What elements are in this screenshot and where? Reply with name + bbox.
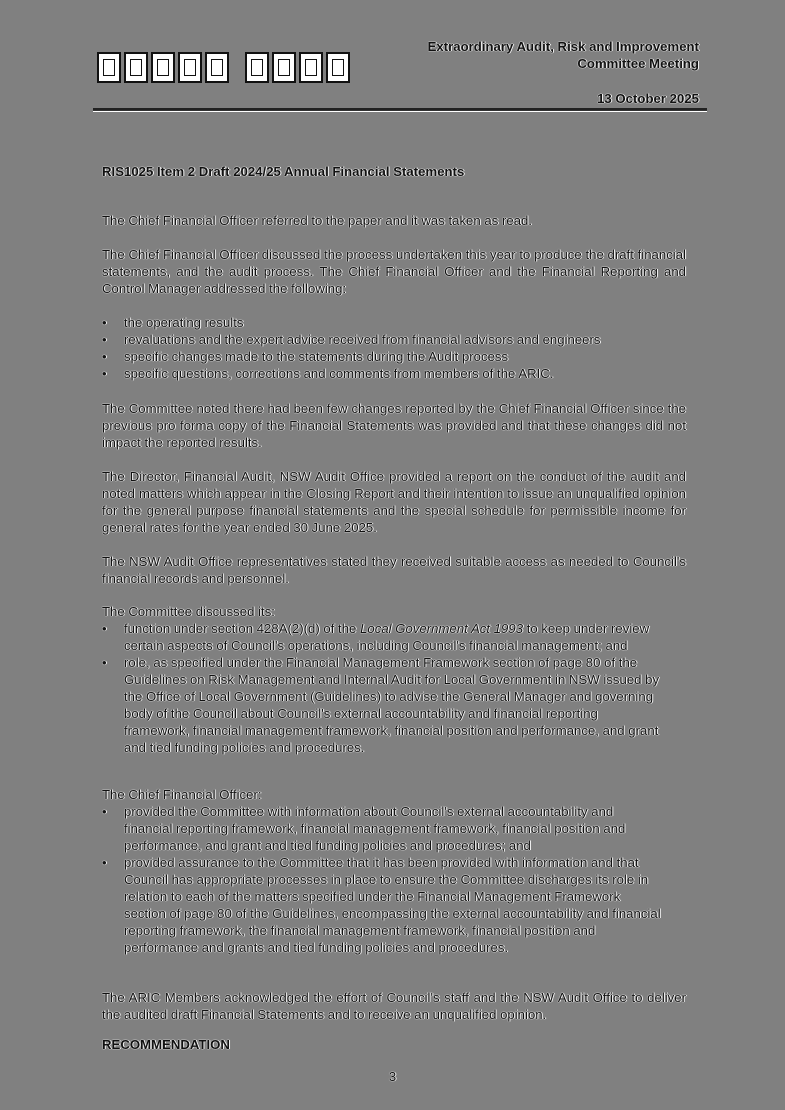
list-item: • specific questions, corrections and comments from members of the ARIC. bbox=[102, 365, 686, 382]
paragraph: The Committee discussed its: bbox=[102, 604, 275, 619]
meeting-title-line1: Extraordinary Audit, Risk and Improvement bbox=[427, 39, 699, 54]
act-name: Local Government Act 1993 bbox=[360, 621, 524, 636]
meeting-date: 13 October 2025 bbox=[597, 91, 699, 106]
bullet-list-committee bbox=[102, 620, 662, 756]
paragraph: The ARIC Members acknowledged the effort of Council's staff and the NSW Audit Office to deliver the audited draft Financial Statements and to receive an unqualified opinion. bbox=[102, 990, 686, 1022]
logo-glyph-e bbox=[178, 52, 202, 83]
logo-glyph-e bbox=[272, 52, 296, 83]
page-number: 3 bbox=[388, 1069, 397, 1084]
logo-glyph-s bbox=[299, 52, 323, 83]
paragraph: The Committee noted there had been few changes reported by the Chief Financial Officer since the previous pro forma copy of the Financial Statements was provided and that these changes did not impact the reported results. bbox=[102, 401, 686, 450]
recommendation-heading: RECOMMENDATION bbox=[102, 1037, 230, 1052]
meeting-title-line2: Committee Meeting bbox=[577, 56, 699, 71]
list-item: • the operating results bbox=[102, 314, 686, 331]
list-item: • provided assurance to the Committee that it has been provided with information and that Council has appropriate processes in place to ensure the Committee discharges its role in relation to each of the matters specified under the Financial Management Framework section of page 80 of the Guidelines, encompassing the external accountability and financial reporting framework, the financial management framework, financial position and performance and grants and tied funding policies and procedures. bbox=[102, 854, 662, 956]
paragraph: The Director, Financial Audit, NSW Audit Office provided a report on the conduct of the audit and noted matters which appear in the Closing Report and their intention to issue an unqualified opinion for the general purpose financial statements and the special schedule for permissible income for general rates for the year ended 30 June 2025. bbox=[102, 469, 686, 535]
bullet-list-cfo bbox=[102, 803, 662, 956]
logo-glyph-n bbox=[151, 52, 175, 83]
list-item: • role, as specified under the Financial Management Framework section of page 80 of the Guidelines on Risk Management and Internal Audit for Local Government in NSW issued by the Office of Local Government (Guidelines) to advise the General Manager and governing body of the Council about Council's external accountability and financial reporting framework, financial management framework, financial position and performance, and grant and tied funding policies and procedures. bbox=[102, 654, 662, 756]
bullet-list-addressed bbox=[102, 314, 686, 382]
item-title: RIS1025 Item 2 Draft 2024/25 Annual Financial Statements bbox=[102, 164, 465, 179]
inner-west-logo bbox=[97, 52, 350, 83]
logo-glyph-n bbox=[124, 52, 148, 83]
paragraph: The Chief Financial Officer: bbox=[102, 787, 262, 802]
list-item: • function under section 428A(2)(d) of the Local Government Act 1993 to keep under review certain aspects of Council's operations, including Council's financial management; and bbox=[102, 620, 662, 654]
paragraph: The Chief Financial Officer referred to the paper and it was taken as read. bbox=[102, 213, 533, 228]
list-item: • revaluations and the expert advice received from financial advisors and engineers bbox=[102, 331, 686, 348]
paragraph: The Chief Financial Officer discussed the process undertaken this year to produce the draft financial statements, and the audit process. The Chief Financial Officer and the Financial Reporting and Control Manager addressed the following: bbox=[102, 247, 686, 296]
logo-glyph-i bbox=[97, 52, 121, 83]
list-item: • specific changes made to the statements during the Audit process bbox=[102, 348, 686, 365]
header-divider bbox=[93, 108, 707, 112]
logo-glyph-r bbox=[205, 52, 229, 83]
logo-glyph-w bbox=[245, 52, 269, 83]
logo-glyph-t bbox=[326, 52, 350, 83]
meeting-title bbox=[428, 38, 699, 72]
list-item: • provided the Committee with information about Council's external accountability and financial reporting framework, financial management framework, financial position and performance, and grant and tied funding policies and procedures; and bbox=[102, 803, 662, 854]
paragraph: The NSW Audit Office representatives stated they received suitable access as needed to Council's financial records and personnel. bbox=[102, 554, 686, 586]
